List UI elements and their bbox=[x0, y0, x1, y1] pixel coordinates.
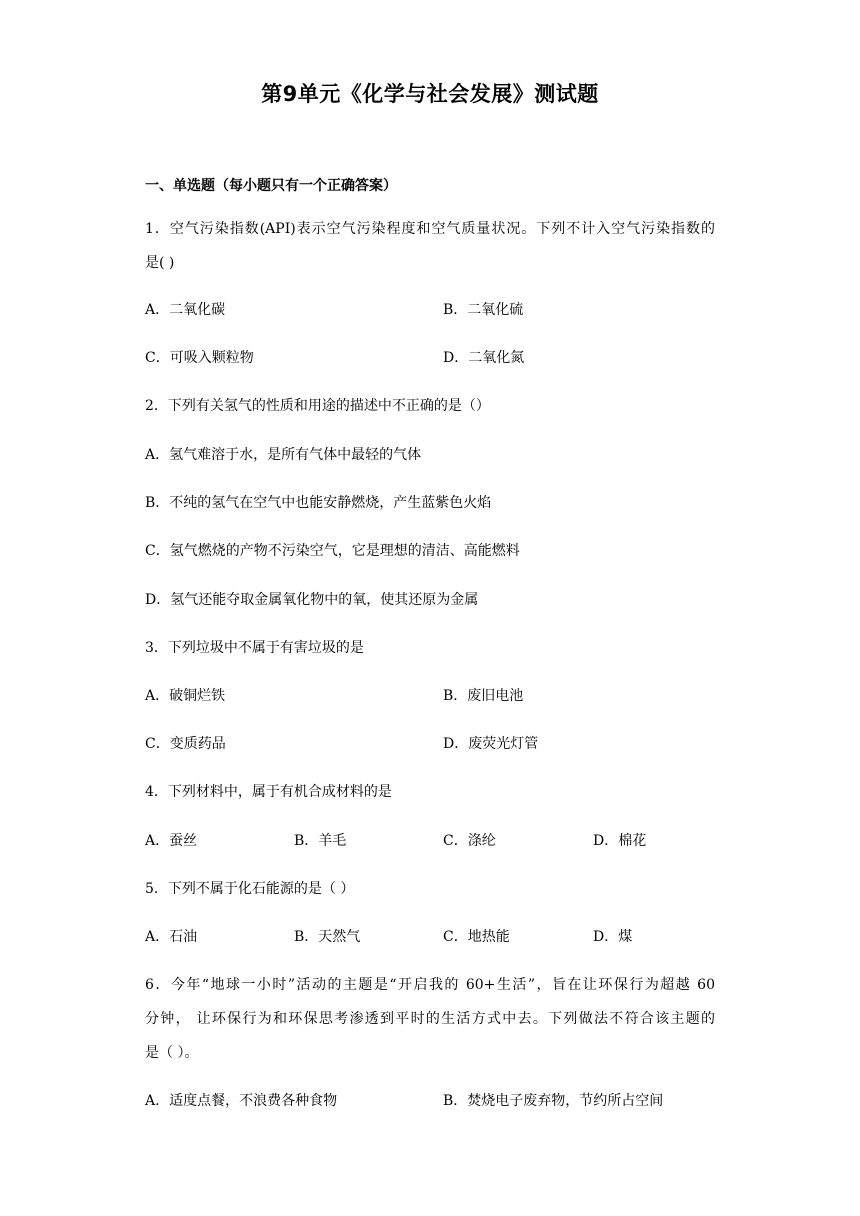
question-2-option-a: A．氢气难溶于水，是所有气体中最轻的气体 bbox=[145, 447, 422, 463]
question-1-option-c: C．可吸入颗粒物 bbox=[145, 350, 254, 366]
question-2-option-d: D．氢气还能夺取金属氧化物中的氧，使其还原为金属 bbox=[145, 592, 479, 608]
question-5-option-c: C．地热能 bbox=[443, 929, 510, 945]
question-6-option-a: A．适度点餐，不浪费各种食物 bbox=[145, 1093, 338, 1109]
question-6-line-1: 6．今年“地球一小时”活动的主题是“开启我的 60+生活”，旨在让环保行为超越 60 bbox=[145, 977, 715, 993]
question-3-option-a: A．破铜烂铁 bbox=[145, 688, 226, 704]
question-6-line-2: 分钟， 让环保行为和环保思考渗透到平时的生活方式中去。下列做法不符合该主题的 bbox=[145, 1011, 715, 1027]
page-title: 第9单元《化学与社会发展》测试题 bbox=[261, 82, 599, 106]
question-3-option-b: B．废旧电池 bbox=[443, 688, 524, 704]
question-1-line-2: 是( ) bbox=[145, 255, 175, 271]
question-3-option-d: D．废荧光灯管 bbox=[443, 736, 539, 752]
question-1-line-1: 1．空气污染指数(API)表示空气污染程度和空气质量状况。下列不计入空气污染指数的 bbox=[145, 221, 715, 237]
question-5-option-b: B．天然气 bbox=[294, 929, 361, 945]
question-1-option-a: A．二氧化碳 bbox=[145, 302, 226, 318]
question-1-option-b: B．二氧化硫 bbox=[443, 302, 524, 318]
question-2-option-c: C．氢气燃烧的产物不污染空气，它是理想的清洁、高能燃料 bbox=[145, 543, 520, 559]
question-6-option-b: B．焚烧电子废弃物，节约所占空间 bbox=[443, 1093, 664, 1109]
question-5-line-1: 5．下列不属于化石能源的是（ ） bbox=[145, 881, 355, 897]
question-4-option-d: D．棉花 bbox=[593, 833, 647, 849]
question-4-option-a: A．蚕丝 bbox=[145, 833, 198, 849]
question-3-option-c: C．变质药品 bbox=[145, 736, 226, 752]
question-2-option-b: B．不纯的氢气在空气中也能安静燃烧，产生蓝紫色火焰 bbox=[145, 495, 492, 511]
question-6-line-3: 是（ ）。 bbox=[145, 1045, 199, 1061]
question-4-line-1: 4．下列材料中，属于有机合成材料的是 bbox=[145, 784, 392, 800]
question-5-option-a: A．石油 bbox=[145, 929, 198, 945]
question-4-option-c: C．涤纶 bbox=[443, 833, 496, 849]
question-3-line-1: 3．下列垃圾中不属于有害垃圾的是 bbox=[145, 640, 364, 656]
question-2-line-1: 2．下列有关氢气的性质和用途的描述中不正确的是（） bbox=[145, 398, 490, 414]
question-1-option-d: D．二氧化氮 bbox=[443, 350, 525, 366]
question-5-option-d: D．煤 bbox=[593, 929, 633, 945]
section-heading: 一、单选题（每小题只有一个正确答案） bbox=[145, 178, 397, 194]
question-4-option-b: B．羊毛 bbox=[294, 833, 347, 849]
